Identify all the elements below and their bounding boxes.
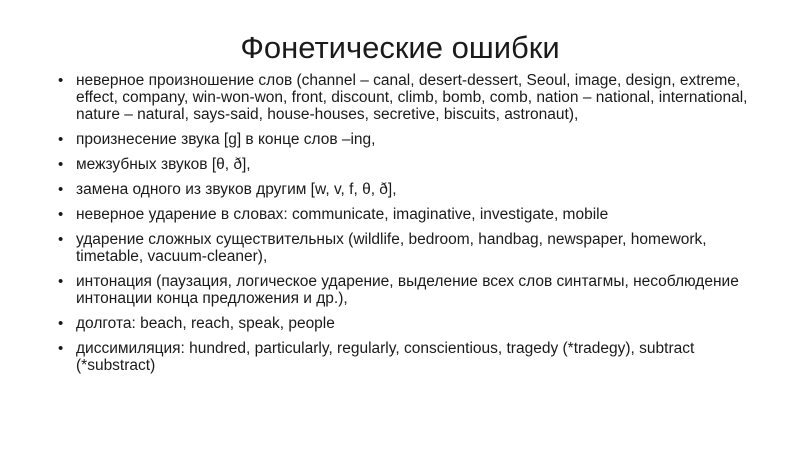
bullet-list — [58, 72, 758, 382]
bullet-point-icon: • — [58, 131, 64, 148]
bullet-item — [58, 231, 758, 265]
bullet-item — [58, 340, 758, 374]
slide-title: Фонетические ошибки — [240, 30, 560, 65]
bullet-point-icon: • — [58, 231, 64, 248]
bullet-item — [58, 72, 758, 123]
bullet-item — [58, 156, 758, 173]
bullet-text: неверное ударение в словах: communicate, imaginative, investigate, mobile — [76, 206, 609, 223]
bullet-text: интонация (паузация, логическое ударение, выделение всех слов синтагмы, несоблюдение интонации конца предложения и др.), — [76, 273, 739, 307]
bullet-point-icon: • — [58, 206, 64, 223]
bullet-item — [58, 315, 758, 332]
bullet-point-icon: • — [58, 156, 64, 173]
bullet-point-icon: • — [58, 72, 64, 89]
bullet-item — [58, 131, 758, 148]
bullet-item — [58, 206, 758, 223]
bullet-text: диссимиляция: hundred, particularly, regularly, conscientious, tragedy (*tradegy), subtract (*substract) — [76, 340, 695, 374]
bullet-text: долгота: beach, reach, speak, people — [76, 315, 335, 332]
bullet-point-icon: • — [58, 315, 64, 332]
bullet-text: ударение сложных существительных (wildlife, bedroom, handbag, newspaper, homework, timetable, vacuum-cleaner), — [76, 231, 707, 265]
bullet-point-icon: • — [58, 181, 64, 198]
bullet-text: неверное произношение слов (channel – canal, desert-dessert, Seoul, image, design, extreme, effect, company, win-won-won, front, discount, climb, bomb, comb, nation – national, international, nature – natural, says-said, house-houses, secretive, biscuits, astronaut), — [76, 72, 748, 123]
bullet-item — [58, 273, 758, 307]
bullet-item — [58, 181, 758, 198]
bullet-point-icon: • — [58, 340, 64, 357]
bullet-text: замена одного из звуков другим [w, v, f, θ, ð], — [76, 181, 397, 198]
bullet-text: произнесение звука [g] в конце слов –ing, — [76, 131, 376, 148]
bullet-point-icon: • — [58, 273, 64, 290]
bullet-text: межзубных звуков [θ, ð], — [76, 156, 251, 173]
